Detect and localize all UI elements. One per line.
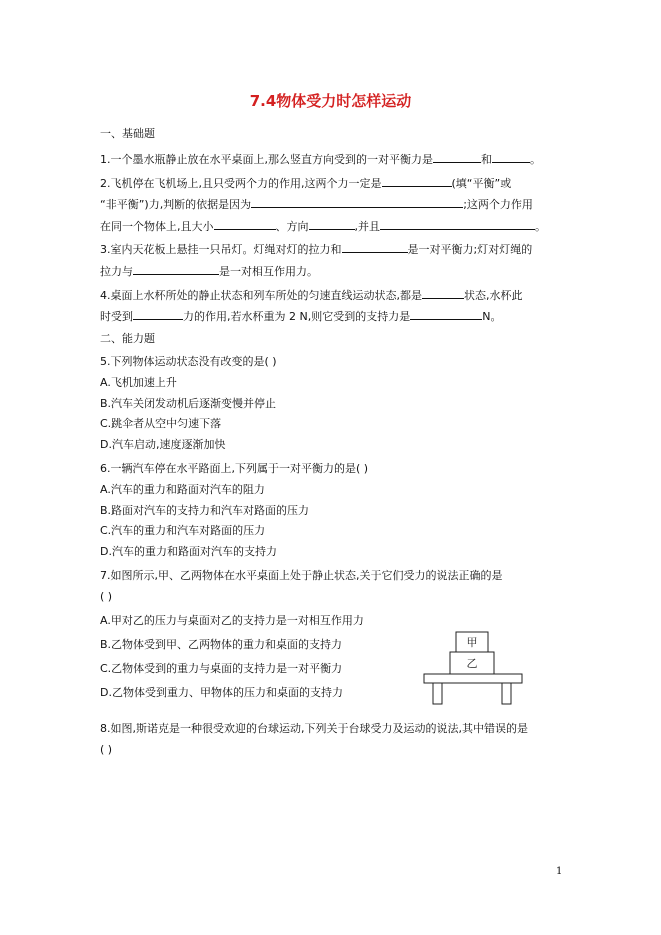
section-basic-heading: 一、基础题 [100, 127, 155, 140]
q4-text: 状态,水杯此 [464, 289, 523, 302]
q6-option-c[interactable]: C.汽车的重力和汽车对路面的压力 [100, 524, 266, 537]
q6-option-d[interactable]: D.汽车的重力和路面对汽车的支持力 [100, 545, 277, 558]
q2-text: ,并且 [354, 220, 380, 233]
q4-text: 4.桌面上水杯所处的静止状态和列车所处的匀速直线运动状态,都是 [100, 289, 422, 302]
answer-blank[interactable] [133, 308, 183, 320]
question-3-line-2 [100, 263, 318, 279]
q1-text: 。 [530, 153, 541, 166]
q5-option-b[interactable]: B.汽车关闭发动机后逐渐变慢并停止 [100, 397, 277, 410]
q2-text: (填“平衡”或 [451, 177, 512, 190]
q4-text: 时受到 [100, 310, 133, 323]
answer-blank[interactable] [380, 218, 535, 230]
q3-text: 是一对平衡力;灯对灯绳的 [407, 243, 533, 256]
question-4-line-2 [100, 308, 501, 324]
question-2-line-2 [100, 196, 533, 212]
table-leg-right [502, 683, 511, 704]
question-6-stem: 6.一辆汽车停在水平路面上,下列属于一对平衡力的是( ) [100, 462, 369, 475]
q2-text: 2.飞机停在飞机场上,且只受两个力的作用,这两个力一定是 [100, 177, 382, 190]
block-jia-label: 甲 [466, 636, 478, 649]
answer-blank[interactable] [492, 151, 530, 163]
answer-blank[interactable] [133, 263, 219, 275]
answer-blank[interactable] [410, 308, 482, 320]
question-2-line-1 [100, 175, 511, 191]
q1-text: 1.一个墨水瓶静止放在水平桌面上,那么竖直方向受到的一对平衡力是 [100, 153, 433, 166]
q5-option-c[interactable]: C.跳伞者从空中匀速下落 [100, 417, 222, 430]
q5-option-d[interactable]: D.汽车启动,速度逐渐加快 [100, 438, 226, 451]
q3-text: 是一对相互作用力。 [219, 265, 318, 278]
q7-option-a[interactable]: A.甲对乙的压力与桌面对乙的支持力是一对相互作用力 [100, 614, 364, 627]
q7-option-b[interactable]: B.乙物体受到甲、乙两物体的重力和桌面的支持力 [100, 638, 343, 651]
question-4-line-1 [100, 287, 523, 303]
q3-text: 拉力与 [100, 265, 133, 278]
answer-blank[interactable] [382, 175, 452, 187]
question-3-line-1 [100, 241, 532, 257]
q7-table-figure [423, 631, 523, 706]
answer-blank[interactable] [422, 287, 464, 299]
table-leg-left [433, 683, 442, 704]
q7-option-d[interactable]: D.乙物体受到重力、甲物体的压力和桌面的支持力 [100, 686, 343, 699]
section-ability-heading: 二、能力题 [100, 332, 155, 345]
q2-text: “非平衡”)力,判断的依据是因为 [100, 198, 252, 211]
q6-option-a[interactable]: A.汽车的重力和路面对汽车的阻力 [100, 483, 265, 496]
question-8-paren: ( ) [100, 743, 113, 756]
question-1 [100, 151, 541, 167]
q2-text: 。 [535, 220, 546, 233]
page-title: 7.4物体受力时怎样运动 [249, 92, 412, 110]
q5-option-a[interactable]: A.飞机加速上升 [100, 376, 177, 389]
q2-text: ;这两个力作用 [463, 198, 533, 211]
question-8-stem: 8.如图,斯诺克是一种很受欢迎的台球运动,下列关于台球受力及运动的说法,其中错误的是 [100, 722, 528, 735]
answer-blank[interactable] [342, 241, 408, 253]
block-yi-label: 乙 [466, 657, 478, 670]
q2-text: 在同一个物体上,且大小 [100, 220, 214, 233]
answer-blank[interactable] [309, 218, 355, 230]
question-7-paren: ( ) [100, 590, 113, 603]
question-7-stem: 7.如图所示,甲、乙两物体在水平桌面上处于静止状态,关于它们受力的说法正确的是 [100, 569, 503, 582]
table-top [424, 674, 522, 683]
q4-text: N。 [482, 310, 502, 323]
q4-text: 力的作用,若水杯重为 2 N,则它受到的支持力是 [183, 310, 411, 323]
answer-blank[interactable] [214, 218, 276, 230]
q2-text: 、方向 [275, 220, 309, 233]
q6-option-b[interactable]: B.路面对汽车的支持力和汽车对路面的压力 [100, 504, 310, 517]
q7-option-c[interactable]: C.乙物体受到的重力与桌面的支持力是一对平衡力 [100, 662, 343, 675]
question-5-stem: 5.下列物体运动状态没有改变的是( ) [100, 355, 277, 368]
answer-blank[interactable] [433, 151, 481, 163]
q1-text: 和 [481, 153, 492, 166]
page-number: 1 [556, 866, 563, 877]
answer-blank[interactable] [251, 196, 463, 208]
q3-text: 3.室内天花板上悬挂一只吊灯。灯绳对灯的拉力和 [100, 243, 342, 256]
question-2-line-3 [100, 218, 546, 234]
